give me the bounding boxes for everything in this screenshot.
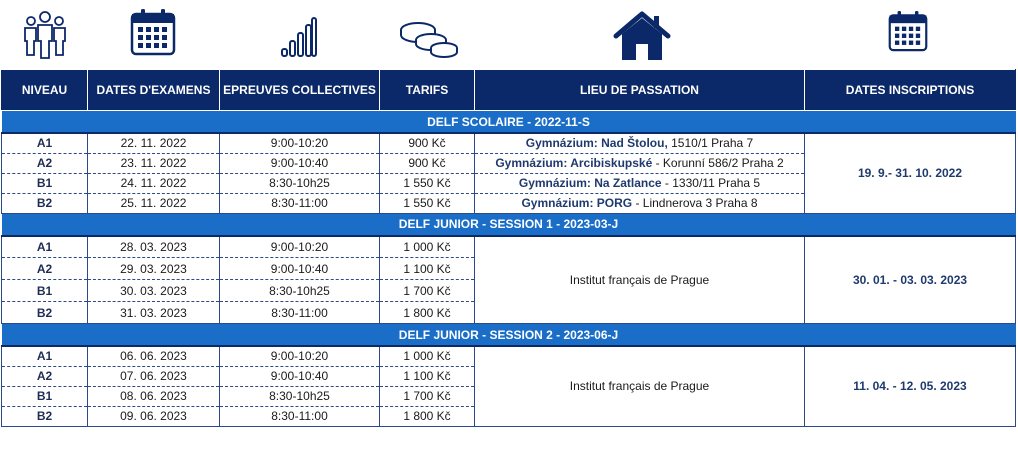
calendar-icon: [888, 8, 928, 54]
inscriptions-cell: 11. 04. - 12. 05. 2023: [805, 346, 1016, 426]
time-cell: 9:00-10:20: [220, 133, 380, 153]
lieu-name: Gymnázium: Na Zatlance: [518, 176, 662, 190]
house-icon: [612, 10, 672, 62]
level-cell: A1: [2, 346, 88, 366]
header-lieu: LIEU DE PASSATION: [475, 70, 805, 111]
lieu-cell: [475, 133, 805, 153]
lieu-name: Gymnázium: PORG: [521, 196, 633, 210]
level-cell: A1: [2, 133, 88, 153]
lieu-name: Gymnázium: Nad Štolou,: [525, 136, 668, 151]
lieu-cell: [475, 173, 805, 193]
section-row: [2, 111, 1016, 134]
date-cell: 06. 06. 2023: [88, 346, 220, 366]
date-cell: 30. 03. 2023: [88, 280, 220, 302]
coins-icon: [398, 18, 460, 58]
date-cell: 07. 06. 2023: [88, 366, 220, 386]
lieu-cell: Institut français de Prague: [475, 346, 805, 426]
time-cell: 9:00-10:40: [220, 258, 380, 280]
level-cell: A2: [2, 153, 88, 173]
price-cell: 900 Kč: [380, 153, 475, 173]
date-cell: 08. 06. 2023: [88, 386, 220, 406]
date-cell: 09. 06. 2023: [88, 406, 220, 426]
header-inscriptions: DATES INSCRIPTIONS: [805, 70, 1016, 111]
date-cell: 28. 03. 2023: [88, 236, 220, 258]
inscriptions-cell: 30. 01. - 03. 03. 2023: [805, 236, 1016, 324]
lieu-address: - Korunní 586/2 Praha 2: [652, 156, 784, 170]
inscriptions-cell: 19. 9.- 31. 10. 2022: [805, 133, 1016, 213]
level-cell: B1: [2, 386, 88, 406]
lieu-address: - 1330/11 Praha 5: [661, 176, 761, 190]
time-cell: 8:30-11:00: [220, 302, 380, 324]
price-cell: 1 700 Kč: [380, 386, 475, 406]
section-row: [2, 324, 1016, 347]
exam-schedule-table: [1, 69, 1016, 427]
lieu-address: 1510/1 Praha 7: [667, 136, 754, 151]
time-cell: 8:30-10h25: [220, 173, 380, 193]
signal-bars-icon: [280, 16, 318, 58]
header-epreuves: EPREUVES COLLECTIVES: [220, 70, 380, 111]
level-cell: B1: [2, 280, 88, 302]
section-title: DELF SCOLAIRE - 2022-11-S: [2, 111, 1016, 134]
time-cell: 9:00-10:20: [220, 236, 380, 258]
time-cell: 8:30-10h25: [220, 386, 380, 406]
level-cell: B2: [2, 406, 88, 426]
date-cell: 29. 03. 2023: [88, 258, 220, 280]
level-cell: B1: [2, 173, 88, 193]
lieu-cell: Institut français de Prague: [475, 236, 805, 324]
lieu-cell: [475, 193, 805, 213]
section-title: DELF JUNIOR - SESSION 2 - 2023-06-J: [2, 324, 1016, 347]
table-row: [2, 133, 1016, 153]
table-header-row: [2, 70, 1016, 111]
level-cell: A2: [2, 258, 88, 280]
table-row: [2, 346, 1016, 366]
price-cell: 1 800 Kč: [380, 406, 475, 426]
level-cell: A1: [2, 236, 88, 258]
header-tarifs: TARIFS: [380, 70, 475, 111]
header-dates-examens: DATES D'EXAMENS: [88, 70, 220, 111]
time-cell: 9:00-10:40: [220, 366, 380, 386]
level-cell: B2: [2, 193, 88, 213]
price-cell: 1 550 Kč: [380, 193, 475, 213]
time-cell: 8:30-11:00: [220, 193, 380, 213]
lieu-address: - Lindnerova 3 Praha 8: [632, 196, 758, 210]
calendar-icon: [130, 8, 176, 56]
table-row: [2, 236, 1016, 258]
date-cell: 22. 11. 2022: [88, 133, 220, 153]
date-cell: 23. 11. 2022: [88, 153, 220, 173]
level-cell: A2: [2, 366, 88, 386]
time-cell: 8:30-11:00: [220, 406, 380, 426]
price-cell: 1 700 Kč: [380, 280, 475, 302]
icon-row: [0, 0, 1018, 68]
lieu-name: Gymnázium: Arcibiskupské: [495, 156, 653, 170]
price-cell: 1 000 Kč: [380, 236, 475, 258]
price-cell: 1 000 Kč: [380, 346, 475, 366]
time-cell: 9:00-10:20: [220, 346, 380, 366]
level-cell: B2: [2, 302, 88, 324]
section-row: [2, 213, 1016, 236]
section-title: DELF JUNIOR - SESSION 1 - 2023-03-J: [2, 213, 1016, 236]
price-cell: 900 Kč: [380, 133, 475, 153]
lieu-cell: [475, 153, 805, 173]
time-cell: 9:00-10:40: [220, 153, 380, 173]
header-niveau: NIVEAU: [2, 70, 88, 111]
price-cell: 1 800 Kč: [380, 302, 475, 324]
time-cell: 8:30-10h25: [220, 280, 380, 302]
date-cell: 31. 03. 2023: [88, 302, 220, 324]
people-group-icon: [22, 8, 68, 60]
price-cell: 1 550 Kč: [380, 173, 475, 193]
price-cell: 1 100 Kč: [380, 258, 475, 280]
date-cell: 25. 11. 2022: [88, 193, 220, 213]
price-cell: 1 100 Kč: [380, 366, 475, 386]
date-cell: 24. 11. 2022: [88, 173, 220, 193]
